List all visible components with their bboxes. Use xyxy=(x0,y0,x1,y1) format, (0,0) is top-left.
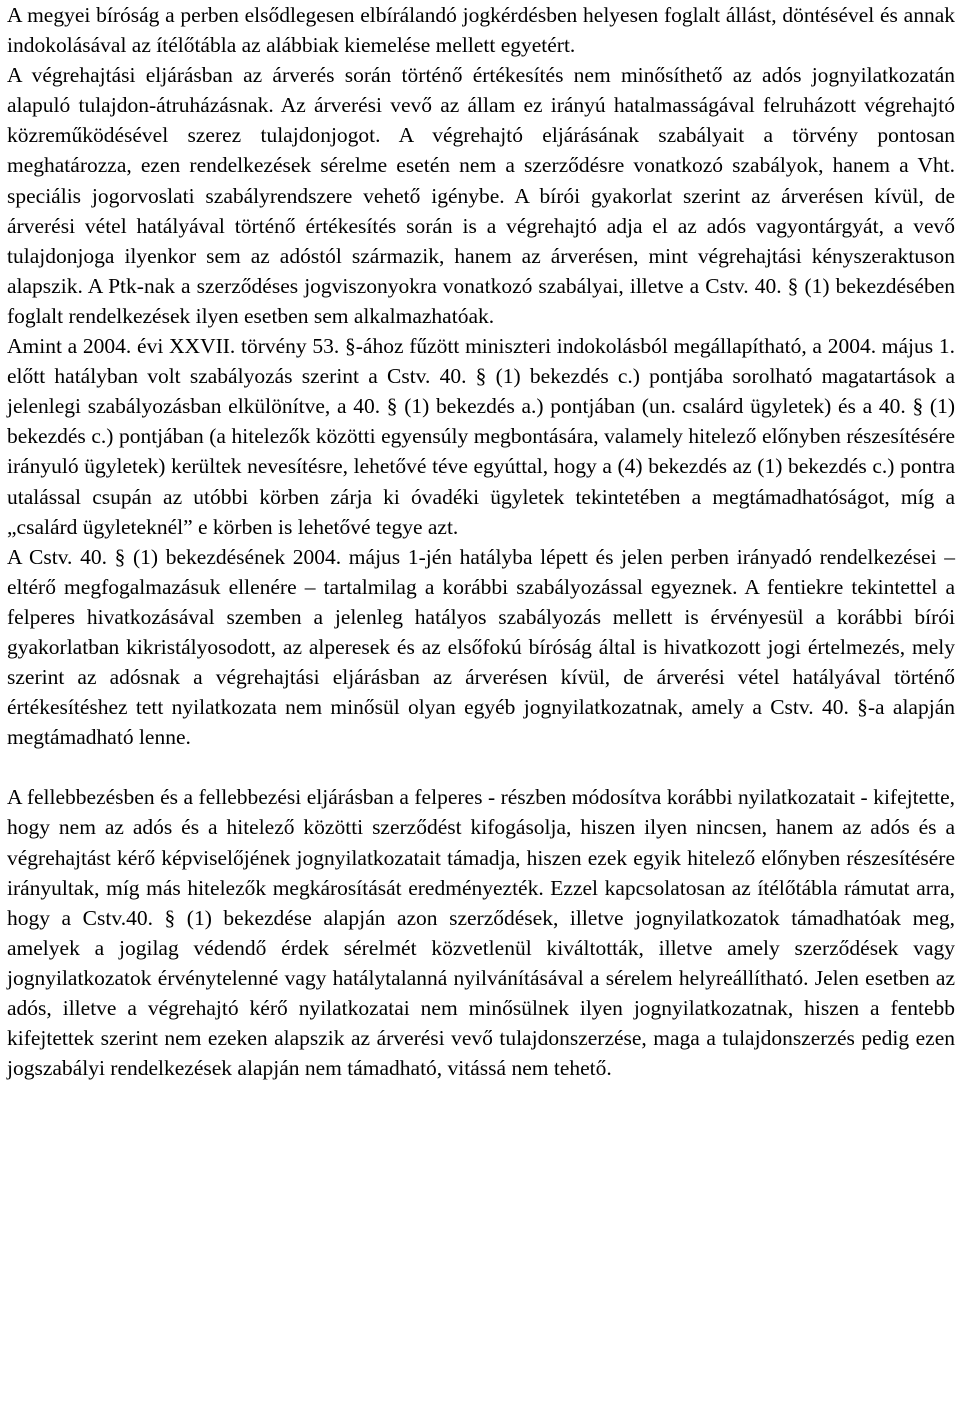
paragraph-1: A megyei bíróság a perben elsődlegesen elbírálandó jogkérdésben helyesen foglalt állást, döntésével és annak indokolásával az ítélőtábla az alábbiak kiemelése mellett egyetért. xyxy=(7,3,955,58)
paragraph-gap xyxy=(7,752,955,782)
paragraph-5: A fellebbezésben és a fellebbezési eljárásban a felperes - részben módosítva korábbi nyilatkozatait - kifejtette, hogy nem az adós és a hitelező közötti szerződést kifogásolja, hiszen ilyen nincsen, hanem az adós és a végrehajtást kérő képviselőjének jognyilatkozatait támadja, hiszen ezek egyik hitelező előnyben részesítésére irányultak, míg más hitelezők megkárosítását eredményezték. Ezzel kapcsolatosan az ítélőtábla rámutat arra, hogy a Cstv.40. § (1) bekezdése alapján azon szerződések, illetve jognyilatkozatok támadhatóak meg, amelyek a jogilag védendő érdek sérelmét közvetlenül kiváltották, illetve amely szerződések vagy jognyilatkozatok érvénytelenné vagy hatálytalanná nyilvánításával a sérelem helyreállítható. Jelen esetben az adós, illetve a végrehajtó kérő nyilatkozatai nem minősülnek ilyen jognyilatkozatnak, hiszen a fentebb kifejtettek szerint nem ezeken alapszik az árverési vevő tulajdonszerzése, maga a tulajdonszerzés pedig ezen jogszabályi rendelkezések alapján nem támadható, vitássá nem tehető. xyxy=(7,785,955,1081)
paragraph-3: Amint a 2004. évi XXVII. törvény 53. §-ához fűzött miniszteri indokolásból megállapítható, a 2004. május 1. előtt hatályban volt szabályozás szerint a Cstv. 40. § (1) bekezdés c.) pontjába sorolható magatartások a jelenlegi szabályozásban elkülönítve, a 40. § (1) bekezdés a.) pontjában (un. csalárd ügyletek) és a 40. § (1) bekezdés c.) pontjában (a hitelezők közötti egyensúly megbontására, valamely hitelező előnyben részesítésére irányuló ügyletek) kerültek nevesítésre, lehetővé téve egyúttal, hogy a (4) bekezdés az (1) bekezdés c.) pontra utalással csupán az utóbbi körben zárja ki óvadéki ügyletek tekintetében a megtámadhatóságot, míg a „csalárd ügyleteknél” e körben is lehetővé tegye azt. xyxy=(7,334,955,539)
paragraph-2: A végrehajtási eljárásban az árverés során történő értékesítés nem minősíthető az adós jognyilatkozatán alapuló tulajdon-átruházásnak. Az árverési vevő az állam ez irányú hatalmasságával felruházott végrehajtó közreműködésével szerez tulajdonjogot. A végrehajtó eljárásának szabályait a törvény pontosan meghatározza, ezen rendelkezések sérelme esetén nem a szerződésre vonatkozó szabályok, hanem a Vht. speciális jogorvoslati szabályrendszere vehető igénybe. A bírói gyakorlat szerint az árverésen kívül, de árverési vétel hatályával történő értékesítés során is a végrehajtó adja el az adós vagyontárgyát, a vevő tulajdonjoga ilyenkor sem az adóstól származik, hanem az árverésen, mint végrehajtási kényszeraktuson alapszik. A Ptk-nak a szerződéses jogviszonyokra vonatkozó szabályai, illetve a Cstv. 40. § (1) bekezdésében foglalt rendelkezések ilyen esetben sem alkalmazhatóak. xyxy=(7,63,955,328)
paragraph-4: A Cstv. 40. § (1) bekezdésének 2004. május 1-jén hatályba lépett és jelen perben irányadó rendelkezései – eltérő megfogalmazásuk ellenére – tartalmilag a korábbi szabályozással egyeznek. A fentiekre tekintettel a felperes hivatkozásával szemben a jelenleg hatályos szabályozás mellett is érvényesül a korábbi bírói gyakorlatban kikristályosodott, az alperesek és az elsőfokú bíróság által is hivatkozott jogi értelmezés, mely szerint az adósnak a végrehajtási eljárásban az árverésen kívül, de árverési vétel hatályával történő értékesítéshez tett nyilatkozata nem minősül olyan egyéb jognyilatkozatnak, amely a Cstv. 40. §-a alapján megtámadható lenne. xyxy=(7,544,955,750)
document-page xyxy=(7,0,955,1083)
